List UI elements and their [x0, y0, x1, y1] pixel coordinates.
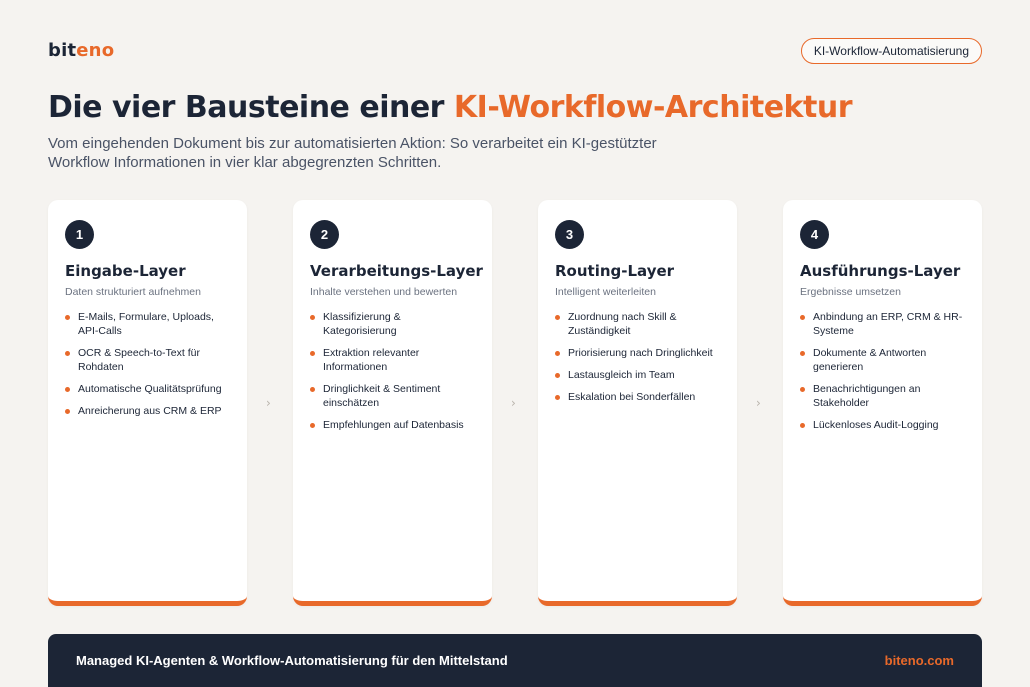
- bullet-text: E-Mails, Formulare, Uploads, API-Calls: [78, 311, 214, 337]
- bullet-text: Extraktion relevanter Informationen: [323, 347, 420, 373]
- card-title: Ausführungs-Layer: [800, 262, 961, 280]
- step-number-badge: 2: [310, 220, 339, 249]
- bullet-item: [65, 310, 230, 338]
- layer-card-2: [293, 200, 492, 606]
- logo: [48, 40, 114, 61]
- bullet-text: Lastausgleich im Team: [568, 369, 675, 381]
- bullet-text: Dringlichkeit & Sentiment einschätzen: [323, 383, 441, 409]
- bullet-item: [555, 310, 720, 338]
- bullet-text: Klassifizierung & Kategorisierung: [323, 311, 401, 337]
- card-title: Verarbeitungs-Layer: [310, 262, 483, 280]
- card-bullet-list: [65, 310, 230, 418]
- chevron-right-icon: ›: [511, 396, 516, 410]
- bullet-item: [800, 418, 965, 432]
- bullet-text: Anbindung an ERP, CRM & HR-Systeme: [813, 311, 963, 337]
- bullet-dot-icon: [310, 423, 315, 428]
- bullet-item: [555, 368, 720, 382]
- bullet-item: [555, 346, 720, 360]
- bullet-text: Dokumente & Antworten generieren: [813, 347, 927, 373]
- layer-card-3: [538, 200, 737, 606]
- layer-card-4: [783, 200, 982, 606]
- bullet-dot-icon: [555, 351, 560, 356]
- logo-part1: bit: [48, 40, 77, 61]
- layer-card-1: [48, 200, 247, 606]
- card-title: Eingabe-Layer: [65, 262, 186, 280]
- bullet-item: [310, 346, 475, 374]
- card-subtitle: Daten strukturiert aufnehmen: [65, 286, 201, 298]
- bullet-dot-icon: [65, 409, 70, 414]
- bullet-text: Anreicherung aus CRM & ERP: [78, 405, 222, 417]
- bullet-item: [65, 404, 230, 418]
- card-title: Routing-Layer: [555, 262, 675, 280]
- bullet-dot-icon: [65, 315, 70, 320]
- bullet-text: Automatische Qualitätsprüfung: [78, 383, 222, 395]
- bullet-dot-icon: [65, 351, 70, 356]
- bullet-item: [310, 310, 475, 338]
- footer-text: Managed KI-Agenten & Workflow-Automatisierung für den Mittelstand: [76, 653, 508, 668]
- bullet-item: [800, 310, 965, 338]
- bullet-text: Eskalation bei Sonderfällen: [568, 391, 696, 403]
- logo-part2: eno: [76, 40, 115, 61]
- step-number-badge: 4: [800, 220, 829, 249]
- page-subtitle: Vom eingehenden Dokument bis zur automatisierten Aktion: So verarbeitet ein KI-gestützter Workflow Informationen in vier klar abgegrenzten Schritten.: [48, 135, 657, 171]
- card-bullet-list: [555, 310, 720, 404]
- bullet-dot-icon: [555, 373, 560, 378]
- title-plain: Die vier Bausteine einer: [48, 90, 454, 125]
- title-highlight: KI-Workflow-Architektur: [453, 90, 852, 125]
- bullet-dot-icon: [310, 351, 315, 356]
- page-title: [48, 90, 852, 125]
- bullet-dot-icon: [555, 315, 560, 320]
- bullet-dot-icon: [65, 387, 70, 392]
- card-bullet-list: [310, 310, 475, 432]
- bullet-dot-icon: [800, 387, 805, 392]
- bullet-text: Lückenloses Audit-Logging: [813, 419, 939, 431]
- chevron-right-icon: ›: [756, 396, 761, 410]
- bullet-item: [800, 346, 965, 374]
- bullet-item: [555, 390, 720, 404]
- bullet-dot-icon: [310, 387, 315, 392]
- card-subtitle: Intelligent weiterleiten: [555, 286, 656, 298]
- footer-bar: [48, 634, 982, 687]
- card-bullet-list: [800, 310, 965, 432]
- bullet-text: Priorisierung nach Dringlichkeit: [568, 347, 713, 359]
- bullet-item: [310, 382, 475, 410]
- bullet-text: Benachrichtigungen an Stakeholder: [813, 383, 921, 409]
- step-number-badge: 3: [555, 220, 584, 249]
- bullet-dot-icon: [310, 315, 315, 320]
- bullet-item: [800, 382, 965, 410]
- bullet-item: [65, 346, 230, 374]
- bullet-dot-icon: [800, 423, 805, 428]
- bullet-item: [310, 418, 475, 432]
- bullet-text: Zuordnung nach Skill & Zuständigkeit: [568, 311, 677, 337]
- bullet-dot-icon: [555, 395, 560, 400]
- card-subtitle: Ergebnisse umsetzen: [800, 286, 901, 298]
- bullet-item: [65, 382, 230, 396]
- chevron-right-icon: ›: [266, 396, 271, 410]
- bullet-dot-icon: [800, 315, 805, 320]
- bullet-dot-icon: [800, 351, 805, 356]
- card-subtitle: Inhalte verstehen und bewerten: [310, 286, 458, 298]
- bullet-text: OCR & Speech-to-Text für Rohdaten: [78, 347, 200, 373]
- step-number-badge: 1: [65, 220, 94, 249]
- bullet-text: Empfehlungen auf Datenbasis: [323, 419, 464, 431]
- topic-badge: KI-Workflow-Automatisierung: [801, 38, 982, 64]
- footer-link[interactable]: biteno.com: [884, 653, 954, 668]
